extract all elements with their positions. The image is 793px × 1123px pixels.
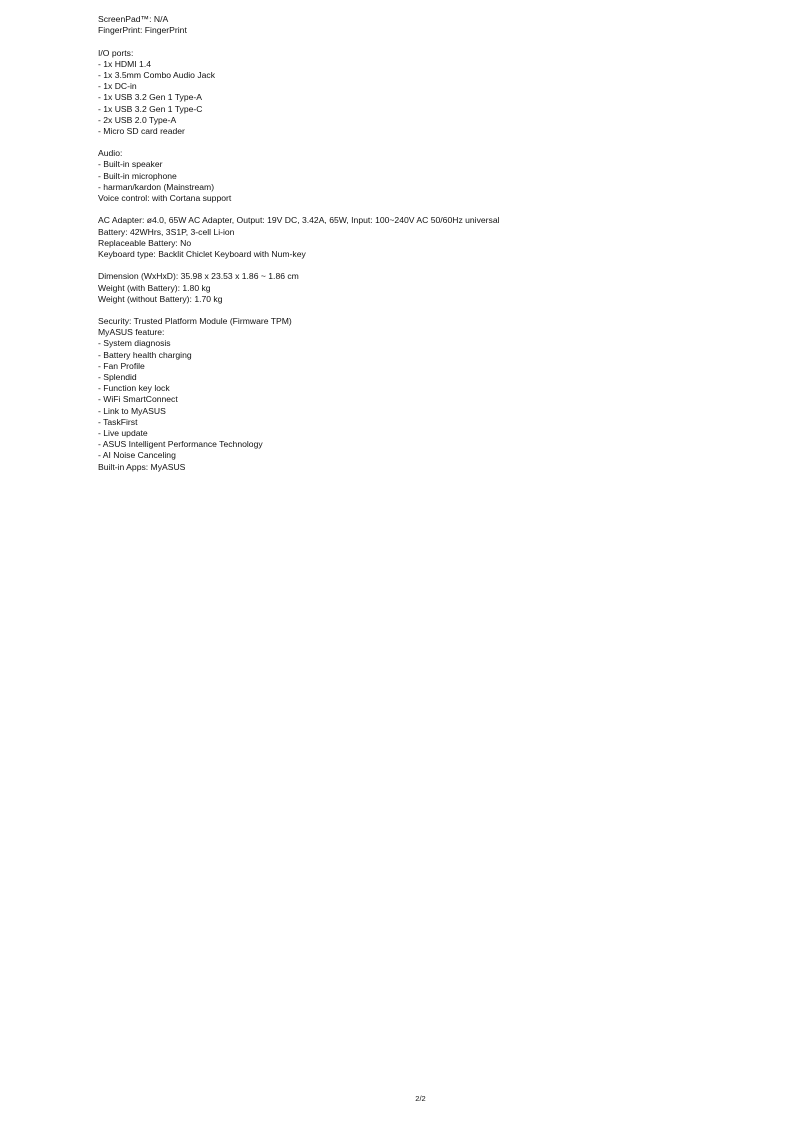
spec-line: - Built-in microphone <box>98 170 177 181</box>
page-number: 2/2 <box>415 1094 426 1103</box>
spec-line: Keyboard type: Backlit Chiclet Keyboard with Num-key <box>98 248 306 259</box>
section-power <box>98 215 758 260</box>
section-heading: Audio: <box>98 148 123 159</box>
spec-line: - WiFi SmartConnect <box>98 394 178 405</box>
spec-line: Weight (with Battery): 1.80 kg <box>98 282 211 293</box>
spec-line: - TaskFirst <box>98 416 138 427</box>
section-gap <box>98 260 758 271</box>
spec-line: - 1x DC-in <box>98 81 137 92</box>
spec-line: Built-in Apps: MyASUS <box>98 461 186 472</box>
spec-line: - Battery health charging <box>98 349 192 360</box>
spec-line: Weight (without Battery): 1.70 kg <box>98 293 223 304</box>
spec-line: Voice control: with Cortana support <box>98 193 232 203</box>
section-gap <box>98 137 758 148</box>
section-gap <box>98 204 758 215</box>
spec-line: Battery: 42WHrs, 3S1P, 3-cell Li-ion <box>98 226 235 237</box>
spec-line: - harman/kardon (Mainstream) <box>98 181 215 192</box>
spec-line: FingerPrint: FingerPrint <box>98 25 187 36</box>
section-display-features <box>98 14 758 36</box>
spec-line: Replaceable Battery: No <box>98 237 192 248</box>
spec-line: - Micro SD card reader <box>98 125 185 136</box>
section-dimensions <box>98 271 758 305</box>
spec-line: - Link to MyASUS <box>98 405 166 416</box>
spec-line: - 1x 3.5mm Combo Audio Jack <box>98 69 216 80</box>
section-gap <box>98 36 758 47</box>
spec-line: ScreenPad™: N/A <box>98 14 169 24</box>
spec-line: - Live update <box>98 427 148 438</box>
page-footer <box>0 1094 793 1103</box>
spec-line: - Function key lock <box>98 383 170 394</box>
spec-document <box>98 14 758 473</box>
spec-line: - ASUS Intelligent Performance Technology <box>98 439 263 450</box>
spec-line: AC Adapter: ø4.0, 65W AC Adapter, Output: 19V DC, 3.42A, 65W, Input: 100~240V AC 50/60Hz universal <box>98 215 500 226</box>
spec-line: - Fan Profile <box>98 360 145 371</box>
spec-line: - System diagnosis <box>98 338 171 349</box>
spec-line: - Splendid <box>98 372 137 382</box>
section-heading: I/O ports: <box>98 47 134 58</box>
spec-line: - 1x USB 3.2 Gen 1 Type-C <box>98 103 203 114</box>
spec-line: - 1x HDMI 1.4 <box>98 58 152 69</box>
section-io-ports <box>98 48 758 138</box>
spec-line: - Built-in speaker <box>98 159 163 170</box>
section-heading: MyASUS feature: <box>98 327 165 338</box>
spec-line: - 2x USB 2.0 Type-A <box>98 114 177 125</box>
section-gap <box>98 305 758 316</box>
spec-line: Security: Trusted Platform Module (Firmware TPM) <box>98 316 292 327</box>
spec-line: - AI Noise Canceling <box>98 450 176 461</box>
section-audio <box>98 148 758 204</box>
section-security-myasus <box>98 316 758 473</box>
spec-line: Dimension (WxHxD): 35.98 x 23.53 x 1.86 ~ 1.86 cm <box>98 271 299 282</box>
spec-line: - 1x USB 3.2 Gen 1 Type-A <box>98 92 202 103</box>
